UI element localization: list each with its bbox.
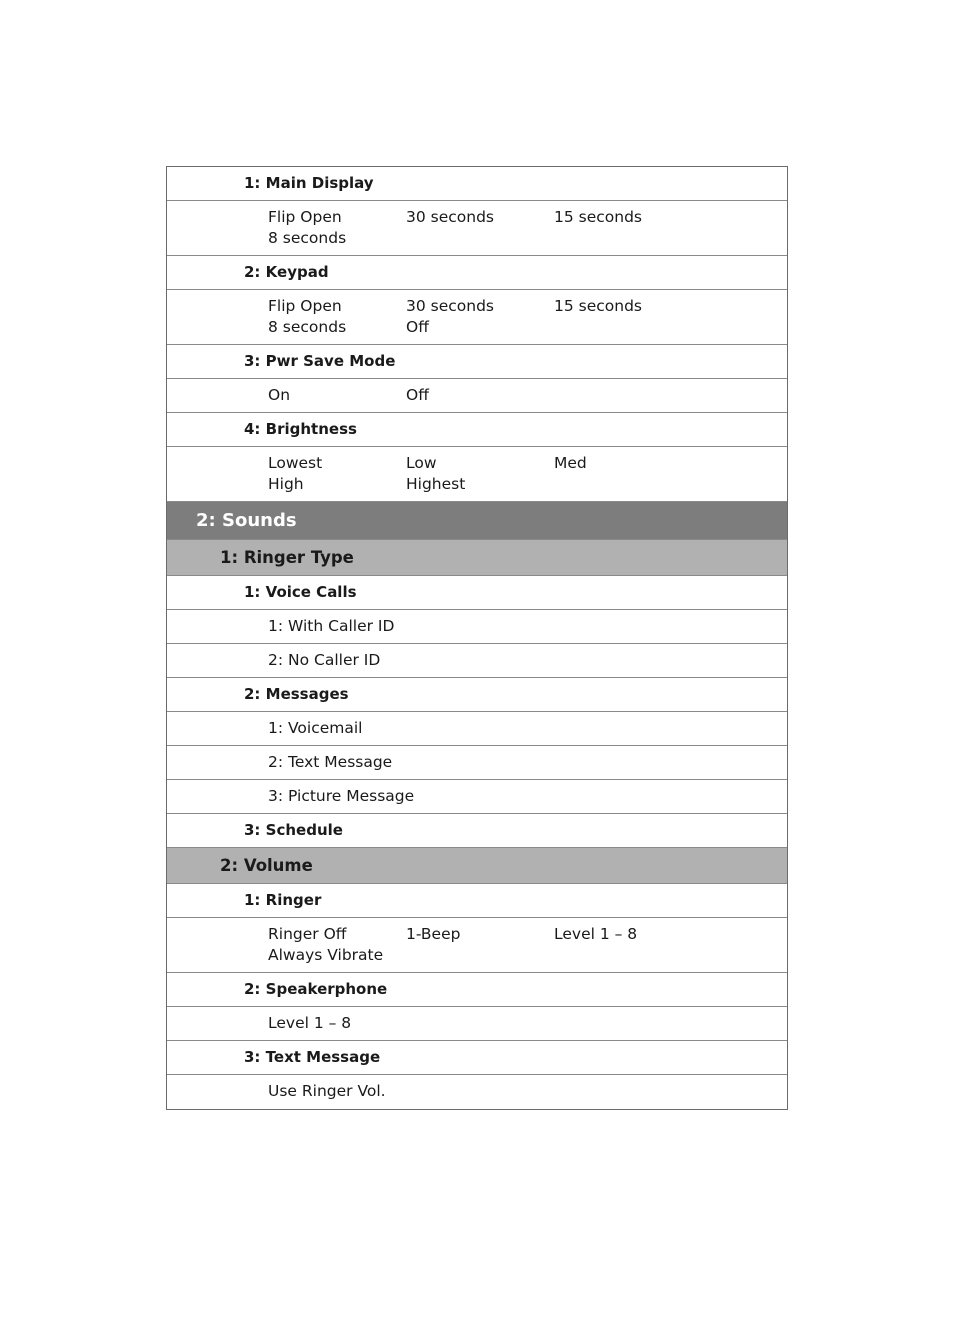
option-text-message	[167, 746, 787, 780]
menu-item-ringer	[167, 884, 787, 918]
option-picture-message	[167, 780, 787, 814]
option-label: 3: Picture Message	[268, 787, 415, 805]
option-column	[554, 453, 587, 474]
option-value: 30 seconds	[406, 297, 495, 315]
menu-item-label: 3: Pwr Save Mode	[244, 352, 396, 370]
option-column	[268, 453, 322, 495]
option-value: Highest	[406, 475, 466, 493]
menu-item-brightness	[167, 413, 787, 447]
option-label: 1: Voicemail	[268, 719, 363, 737]
option-column	[268, 296, 346, 338]
options-row	[167, 379, 787, 413]
option-column	[554, 207, 642, 228]
option-value: Lowest	[268, 454, 323, 472]
option-value: 15 seconds	[554, 297, 643, 315]
option-with-caller-id	[167, 610, 787, 644]
option-value: Off	[406, 318, 429, 336]
option-column	[406, 296, 494, 338]
option-value: 30 seconds	[406, 208, 495, 226]
menu-item-label: 1: Voice Calls	[244, 583, 357, 601]
menu-item-speakerphone	[167, 973, 787, 1007]
option-column	[406, 453, 465, 495]
subsection-label: 2: Volume	[220, 856, 313, 875]
option-label: Level 1 – 8	[268, 1014, 352, 1032]
menu-item-label: 1: Main Display	[244, 174, 374, 192]
options-row	[167, 447, 787, 502]
option-use-ringer-vol	[167, 1075, 787, 1109]
option-column	[554, 924, 637, 945]
option-column	[554, 296, 642, 317]
menu-item-messages	[167, 678, 787, 712]
option-label: Use Ringer Vol.	[268, 1082, 386, 1100]
option-value: Ringer Off	[268, 925, 347, 943]
menu-item-keypad	[167, 256, 787, 290]
option-voicemail	[167, 712, 787, 746]
option-column	[406, 379, 429, 412]
option-value: Flip Open	[268, 297, 342, 315]
menu-item-main-display	[167, 167, 787, 201]
option-value: 8 seconds	[268, 229, 347, 247]
option-value: Flip Open	[268, 208, 342, 226]
menu-item-label: 3: Text Message	[244, 1048, 381, 1066]
menu-item-label: 2: Messages	[244, 685, 349, 703]
option-column	[268, 207, 346, 249]
menu-subsection-ringer-type	[167, 540, 787, 576]
menu-item-label: 1: Ringer	[244, 891, 322, 909]
option-value: 1-Beep	[406, 925, 461, 943]
option-label: 1: With Caller ID	[268, 617, 395, 635]
options-row	[167, 918, 787, 973]
menu-item-label: 2: Speakerphone	[244, 980, 388, 998]
option-value: Always Vibrate	[268, 946, 384, 964]
option-label: 2: No Caller ID	[268, 651, 381, 669]
section-label: 2: Sounds	[196, 510, 297, 531]
option-value: Level 1 – 8	[554, 925, 638, 943]
option-column	[268, 379, 290, 412]
option-value: On	[268, 386, 291, 404]
menu-item-label: 3: Schedule	[244, 821, 343, 839]
menu-subsection-volume	[167, 848, 787, 884]
options-row	[167, 290, 787, 345]
option-column	[406, 924, 460, 945]
subsection-label: 1: Ringer Type	[220, 548, 354, 567]
option-label: 2: Text Message	[268, 753, 393, 771]
menu-item-label: 2: Keypad	[244, 263, 329, 281]
menu-item-schedule	[167, 814, 787, 848]
option-value: 15 seconds	[554, 208, 643, 226]
option-level-range	[167, 1007, 787, 1041]
menu-item-label: 4: Brightness	[244, 420, 357, 438]
option-value: Off	[406, 386, 429, 404]
menu-item-pwr-save-mode	[167, 345, 787, 379]
options-row	[167, 201, 787, 256]
menu-section-sounds	[167, 502, 787, 540]
option-column	[406, 207, 494, 228]
menu-item-text-message-volume	[167, 1041, 787, 1075]
menu-item-voice-calls	[167, 576, 787, 610]
option-value: High	[268, 475, 304, 493]
option-value: Med	[554, 454, 587, 472]
menu-table	[166, 166, 788, 1110]
option-column	[268, 924, 383, 966]
option-value: Low	[406, 454, 437, 472]
option-no-caller-id	[167, 644, 787, 678]
option-value: 8 seconds	[268, 318, 347, 336]
